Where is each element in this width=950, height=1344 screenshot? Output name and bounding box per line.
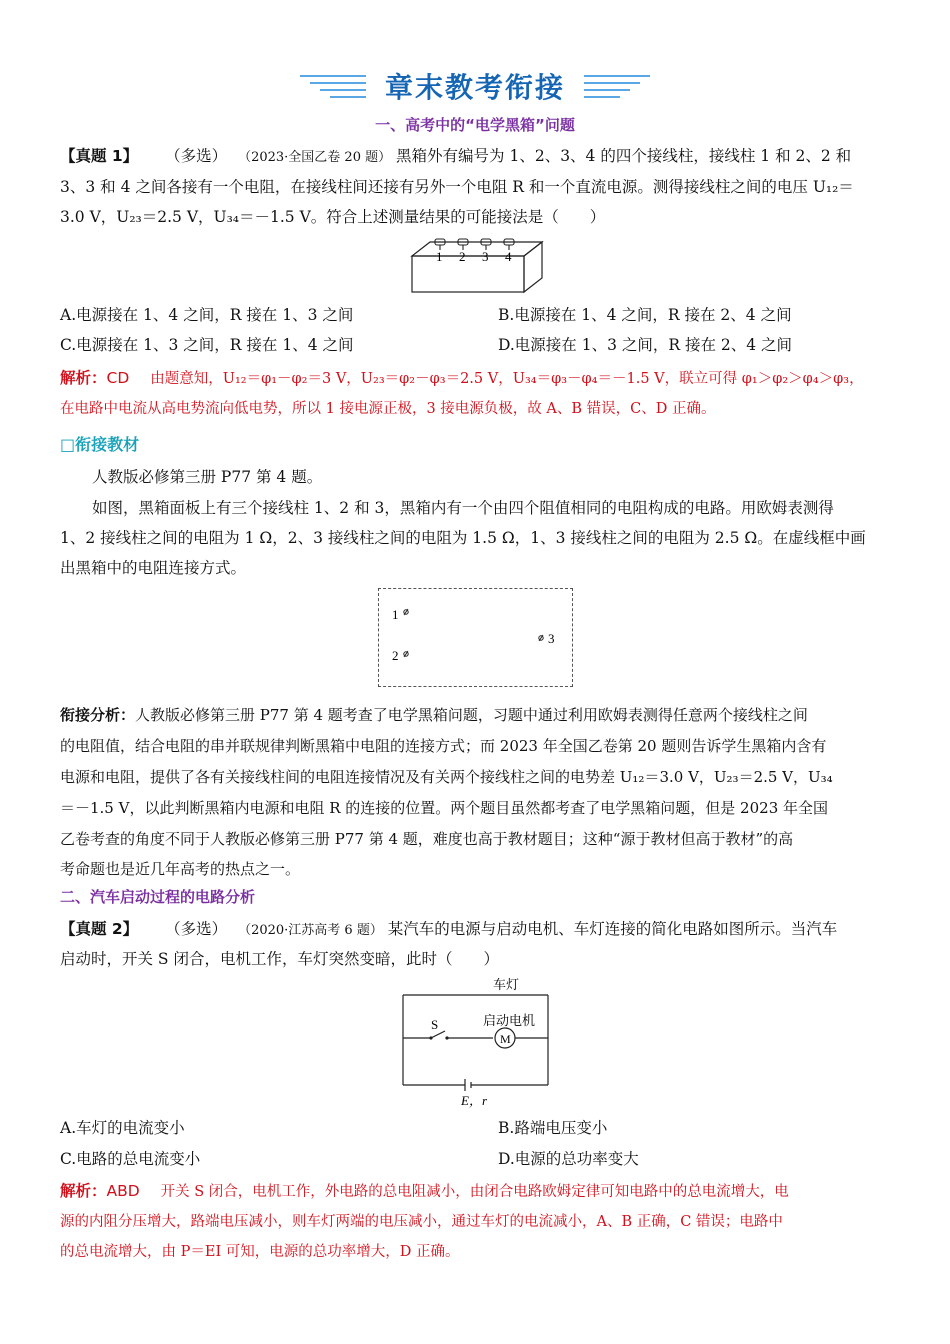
q2-tag: 【真题 2】 [60, 920, 139, 938]
terminal-2-label: 2 [392, 648, 399, 663]
section2-title: 二、汽车启动过程的电路分析 [60, 888, 256, 906]
terminal-1-label: 1 [392, 607, 399, 622]
motor-symbol: M [500, 1032, 511, 1046]
lamp-label: 车灯 [493, 977, 520, 992]
q2-source: （2020·江苏高考 6 题） [238, 923, 383, 938]
q2-type: （多选） [165, 920, 228, 938]
terminal-figure [378, 588, 574, 688]
q1-analysis-text2: 在电路中电流从高电势流向低电势，所以 1 接电源正极，3 接电源负极，故 A、B 错误，C、D 正确。 [60, 401, 716, 417]
link-analysis-line2: 的电阻值，结合电阻的串并联规律判断黑箱中电阻的连接方式；而 2023 年全国乙卷第 20 题则告诉学生黑箱内含有 [60, 737, 827, 755]
box-label-4: 4 [505, 249, 512, 264]
q2-analysis-line1 [60, 1181, 890, 1202]
textbook-line4: 出黑箱中的电阻连接方式。 [60, 559, 247, 577]
black-box-figure [408, 236, 548, 296]
q1-analysis-text1: 由题意知，U₁₂＝φ₁－φ₂＝3 V，U₂₃＝φ₂－φ₃＝2.5 V，U₃₄＝φ₃－φ₄＝－1.5 V，联立可得 φ₁＞φ₂＞φ₄＞φ₃， [150, 371, 864, 387]
box-label-1: 1 [436, 249, 443, 264]
q1-header-line [60, 146, 890, 168]
box-label-2: 2 [459, 249, 466, 264]
q2-analysis-text3: 的总电流增大，由 P＝EI 可知，电源的总功率增大，D 正确。 [60, 1244, 460, 1260]
motor-label: 启动电机 [483, 1013, 536, 1028]
q1-analysis-line1 [60, 368, 890, 389]
q2-line1: 某汽车的电源与启动电机、车灯连接的简化电路如图所示。当汽车 [387, 920, 838, 938]
link-analysis-line5: 乙卷考查的角度不同于人教版必修第三册 P77 第 4 题，难度也高于教材题目；这种“源于教材但高于教材”的高 [60, 830, 794, 848]
q2-analysis-text1: 开关 S 闭合，电机工作，外电路的总电阻减小，由闭合电路欧姆定律可知电路中的总电流增大，电 [160, 1184, 789, 1200]
box-label-3: 3 [482, 249, 489, 264]
q1-option-b: B.电源接在 1、4 之间，R 接在 2、4 之间 [498, 306, 792, 324]
link-analysis-line3: 电源和电阻，提供了各有关接线柱间的电阻连接情况及有关两个接线柱之间的电势差 U₁₂＝3.0 V，U₂₃＝2.5 V，U₃₄ [60, 768, 833, 786]
q2-analysis-label: 解析： [60, 1182, 107, 1200]
switch-label: S [431, 1017, 439, 1032]
q1-option-c: C.电源接在 1、3 之间，R 接在 1、4 之间 [60, 336, 354, 354]
source-label: E，r [461, 1093, 488, 1108]
q1-line1: 黑箱外有编号为 1、2、3、4 的四个接线柱，接线柱 1 和 2、2 和 [396, 147, 852, 165]
q1-type: （多选） [165, 147, 228, 165]
q2-analysis-text2: 源的内阻分压增大，路端电压减小，则车灯两端的电压减小，通过车灯的电流减小，A、B 正确，C 错误；电路中 [60, 1214, 783, 1230]
q1-line3: 3.0 V，U₂₃＝2.5 V，U₃₄＝－1.5 V。符合上述测量结果的可能接法是（ ） [60, 208, 606, 226]
q2-answer: ABD [106, 1182, 140, 1200]
textbook-line2: 如图，黑箱面板上有三个接线柱 1、2 和 3，黑箱内有一个由四个阻值相同的电阻构成的电路。用欧姆表测得 [92, 499, 834, 517]
q2-header-line [60, 919, 890, 941]
link-analysis-line1 [60, 705, 890, 725]
textbook-heading: □衔接教材 [60, 435, 140, 454]
q1-option-d: D.电源接在 1、3 之间，R 接在 2、4 之间 [498, 336, 793, 354]
link-analysis-line4: ＝－1.5 V，以此判断黑箱内电源和电阻 R 的连接的位置。两个题目虽然都考查了电学黑箱问题，但是 2023 年全国 [60, 799, 829, 817]
textbook-line3: 1、2 接线柱之间的电阻为 1 Ω，2、3 接线柱之间的电阻为 1.5 Ω，1、3 接线柱之间的电阻为 2.5 Ω。在虚线框中画 [60, 529, 866, 547]
q1-option-a: A.电源接在 1、4 之间，R 接在 1、3 之间 [60, 306, 354, 324]
q2-option-c: C.电路的总电流变小 [60, 1150, 201, 1168]
textbook-line1: 人教版必修第三册 P77 第 4 题。 [92, 468, 323, 486]
q2-option-a: A.车灯的电流变小 [60, 1119, 185, 1137]
banner-title: 章末教考衔接 [384, 71, 565, 104]
q2-option-b: B.路端电压变小 [498, 1119, 608, 1137]
link-analysis-line6: 考命题也是近几年高考的热点之一。 [60, 860, 301, 878]
link-analysis-label: 衔接分析： [60, 706, 136, 724]
section1-title: 一、高考中的“电学黑箱”问题 [375, 116, 575, 134]
q1-tag: 【真题 1】 [60, 147, 139, 165]
q1-analysis-label: 解析： [60, 369, 107, 387]
q1-answer: CD [106, 369, 130, 387]
link-analysis-text1: 人教版必修第三册 P77 第 4 题考查了电学黑箱问题，习题中通过利用欧姆表测得任意两个接线柱之间 [135, 706, 808, 724]
circuit-figure [395, 975, 560, 1110]
q1-line2: 3、3 和 4 之间各接有一个电阻，在接线柱间还接有另外一个电阻 R 和一个直流电源。测得接线柱之间的电压 U₁₂＝ [60, 178, 854, 196]
q1-source: （2023·全国乙卷 20 题） [238, 150, 392, 165]
terminal-3-label: 3 [548, 631, 555, 646]
q2-line2: 启动时，开关 S 闭合，电机工作，车灯突然变暗，此时（ ） [60, 950, 499, 968]
q2-option-d: D.电源的总功率变大 [498, 1150, 639, 1168]
